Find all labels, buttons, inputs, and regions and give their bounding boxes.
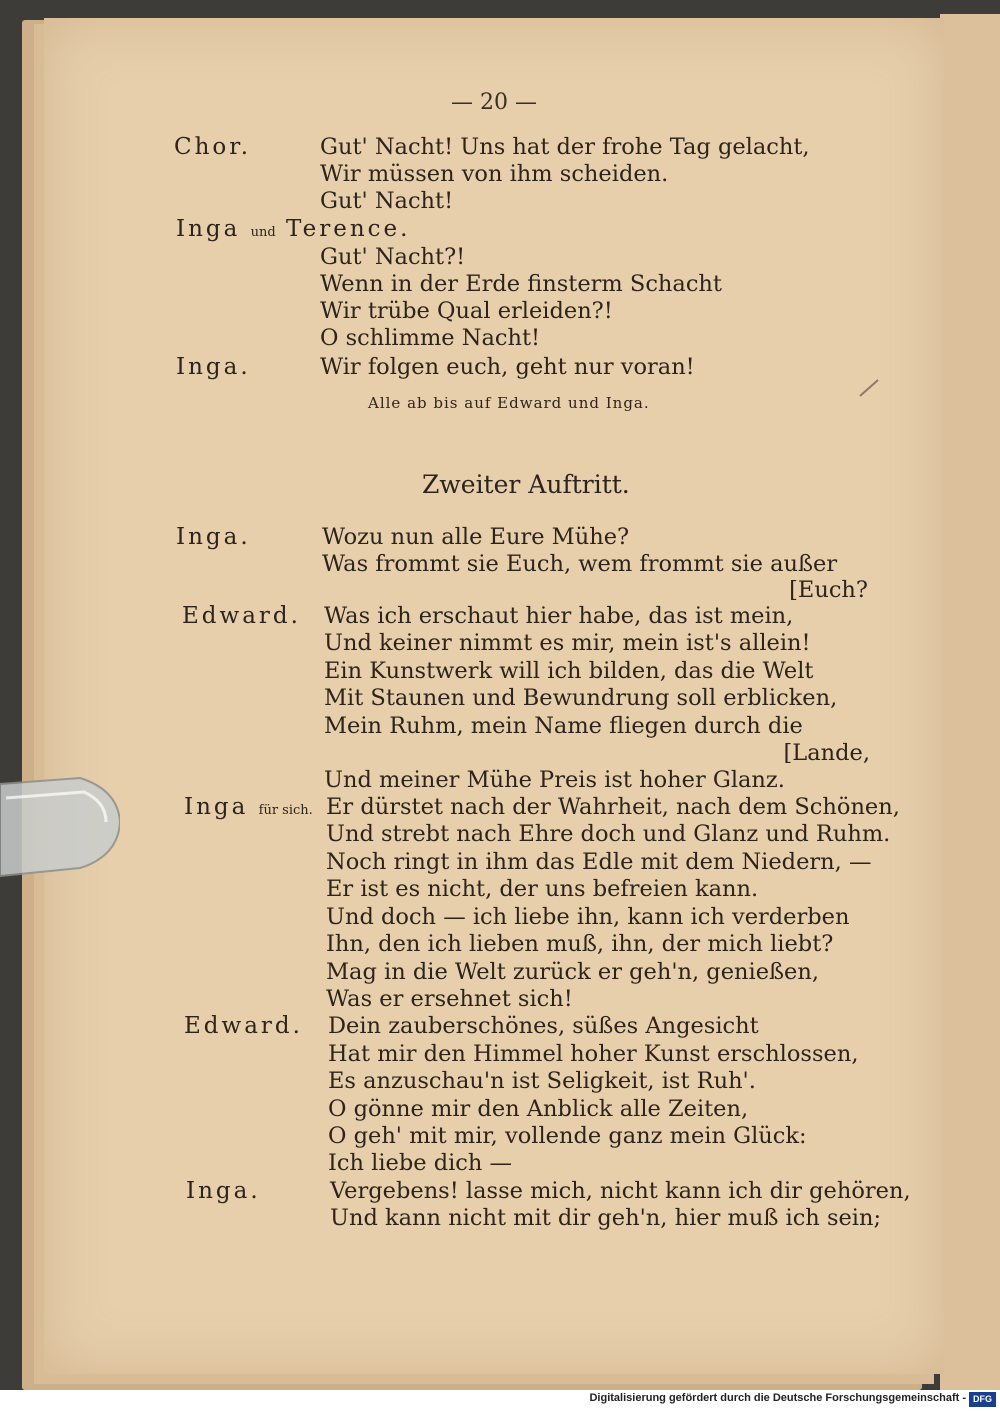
verse-line: Ich liebe dich — [328, 1150, 513, 1176]
verse-line: Gut' Nacht?! [320, 244, 466, 270]
speaker-name: Inga [184, 794, 249, 820]
scene-heading: Zweiter Auftritt. [422, 470, 630, 499]
verse-line: O schlimme Nacht! [320, 325, 541, 351]
facing-page-edge [940, 14, 1000, 1390]
verse-line: Und kann nicht mit dir geh'n, hier muß ich sein; [330, 1205, 882, 1231]
speaker-conjunction: und [250, 225, 276, 240]
verse-line: O geh' mit mir, vollende ganz mein Glück: [328, 1123, 807, 1149]
pencil-mark-icon [856, 376, 882, 400]
verse-line: Wenn in der Erde finsterm Schacht [320, 271, 722, 297]
verse-line: Und doch — ich liebe ihn, kann ich verderben [326, 904, 850, 930]
verse-line: Was frommt sie Euch, wem frommt sie außer [322, 551, 838, 577]
speaker-inga [184, 794, 313, 820]
speaker-inga: Inga. [186, 1178, 261, 1204]
verse-line: Mein Ruhm, mein Name fliegen durch die [324, 713, 803, 739]
verse-line: Wir trübe Qual erleiden?! [320, 298, 613, 324]
book-page [44, 18, 944, 1374]
speaker-chor: Chor. [174, 134, 252, 160]
speaker-edward: Edward. [184, 1013, 303, 1039]
verse-line: Mit Staunen und Bewundrung soll erblicken, [324, 685, 838, 711]
verse-line-continuation: [Lande, [783, 740, 870, 766]
footer-bar [0, 1390, 1000, 1411]
verse-line: Mag in die Welt zurück er geh'n, genießen, [326, 959, 820, 985]
verse-line: Was er ersehnet sich! [326, 986, 573, 1012]
speaker-name: Inga [176, 216, 241, 242]
stage-direction: Alle ab bis auf Edward und Inga. [368, 394, 650, 412]
verse-line: Ihn, den ich lieben muß, ihn, der mich liebt? [326, 931, 834, 957]
page-number: — 20 — [451, 90, 537, 115]
speaker-name-second: Terence. [286, 216, 411, 242]
verse-line: Vergebens! lasse mich, nicht kann ich dir gehören, [330, 1178, 911, 1204]
verse-line: Und keiner nimmt es mir, mein ist's allein! [324, 630, 811, 656]
funding-credit: Digitalisierung gefördert durch die Deutsche Forschungsgemeinschaft - [589, 1392, 966, 1404]
verse-line: Noch ringt in ihm das Edle mit dem Niedern, — [326, 849, 872, 875]
verse-line: Gut' Nacht! Uns hat der frohe Tag gelacht, [320, 134, 810, 160]
speaker-inga [176, 216, 410, 242]
verse-line: Hat mir den Himmel hoher Kunst erschlossen, [328, 1041, 859, 1067]
verse-line: Und strebt nach Ehre doch und Glanz und Ruhm. [326, 821, 891, 847]
verse-line: Ein Kunstwerk will ich bilden, das die Welt [324, 658, 814, 684]
verse-line: Gut' Nacht! [320, 188, 454, 214]
speaker-aside-note: für sich. [258, 803, 313, 818]
verse-line: Wozu nun alle Eure Mühe? [322, 524, 630, 550]
verse-line: Er dürstet nach der Wahrheit, nach dem Schönen, [326, 794, 900, 820]
verse-line: Wir folgen euch, geht nur voran! [320, 354, 695, 380]
verse-line: Was ich erschaut hier habe, das ist mein, [324, 603, 794, 629]
plastic-clip-icon [0, 770, 120, 878]
verse-line: Dein zauberschönes, süßes Angesicht [328, 1013, 759, 1039]
dfg-logo-icon: DFG [969, 1392, 996, 1407]
verse-line: Wir müssen von ihm scheiden. [320, 161, 669, 187]
verse-line: Und meiner Mühe Preis ist hoher Glanz. [324, 767, 785, 793]
speaker-inga: Inga. [176, 354, 251, 380]
verse-line: Er ist es nicht, der uns befreien kann. [326, 876, 759, 902]
verse-line: Es anzuschau'n ist Seligkeit, ist Ruh'. [328, 1068, 756, 1094]
speaker-edward: Edward. [182, 603, 301, 629]
verse-line: O gönne mir den Anblick alle Zeiten, [328, 1096, 749, 1122]
speaker-inga: Inga. [176, 524, 251, 550]
verse-line-continuation: [Euch? [789, 577, 868, 603]
